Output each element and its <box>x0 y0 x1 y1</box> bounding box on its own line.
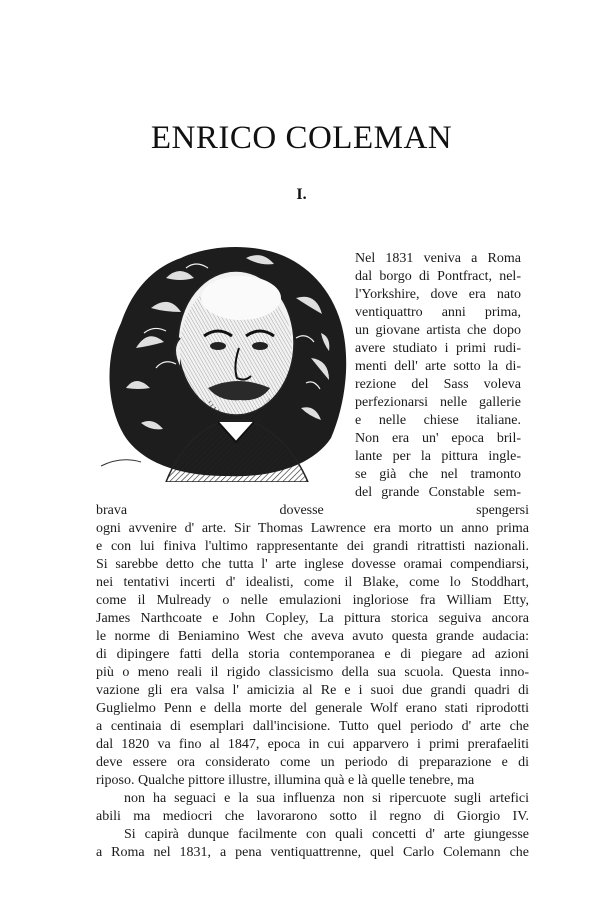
text-line: Si sarebbe detto che tutta l' arte inglese dovesse oramai compendiarsi, <box>96 557 529 572</box>
text-line: avere studiato i primi rudi- <box>355 341 521 356</box>
text-line: un giovane artista che dopo <box>355 323 521 338</box>
section-numeral: I. <box>296 186 307 203</box>
text-line: di dipingere fatti della storia contemporanea e di piegare ad azioni <box>96 647 529 662</box>
text-line: non ha seguaci e la sua influenza non si ripercuote sugli artefici <box>124 791 529 806</box>
text-line: deve essere ora considerato come un periodo di preparazione e di <box>96 755 529 770</box>
text-line: del grande Constable sem- <box>355 485 521 500</box>
portrait-illustration <box>96 238 356 482</box>
text-line: ogni avvenire d' arte. Sir Thomas Lawrence era morto un anno prima <box>96 521 529 536</box>
text-line: dal borgo di Pontfract, nel- <box>355 269 521 284</box>
text-line: Si capirà dunque facilmente con quali concetti d' arte giungesse <box>124 827 529 842</box>
text-line: a Roma nel 1831, a pena ventiquattrenne, quel Carlo Colemann che <box>96 845 529 860</box>
text-line: James Narthcoate e John Copley, La pittura storica seguiva ancora <box>96 611 529 626</box>
text-line: Nel 1831 veniva a Roma <box>355 251 521 266</box>
text-line: ventiquattro anni prima, <box>355 305 521 320</box>
text-line: come il Mulready o nelle emulazioni ingloriose fra William Etty, <box>96 593 529 608</box>
text-line: le norme di Beniamino West che aveva avuto questa grande audacia: <box>96 629 529 644</box>
text-line: e nelle chiese italiane. <box>355 413 521 428</box>
text-line: dal 1820 va fino al 1847, epoca in cui apparvero i primi prerafaeliti <box>96 737 529 752</box>
text-line: se già che nel tramonto <box>355 467 521 482</box>
text-line: brava dovesse spengersi <box>96 503 529 518</box>
text-line: più o meno reali il rigido classicismo della sua scuola. Questa inno- <box>96 665 529 680</box>
text-line: rezione del Sass voleva <box>355 377 521 392</box>
text-line: l'Yorkshire, dove era nato <box>355 287 521 302</box>
text-line: menti dell' arte sotto la di- <box>355 359 521 374</box>
text-line: lante per la pittura ingle- <box>355 449 521 464</box>
text-line: vazione gli era valsa l' amicizia al Re e i suoi due grandi quadri di <box>96 683 529 698</box>
page-title: ENRICO COLEMAN <box>150 120 453 156</box>
text-line: abili ma mediocri che lavorarono sotto il regno di Giorgio IV. <box>96 809 529 824</box>
text-line: Non era un' epoca bril- <box>355 431 521 446</box>
text-line: Guglielmo Penn e della morte del generale Wolf erano stati riprodotti <box>96 701 529 716</box>
text-line: riposo. Qualche pittore illustre, illumina quà e là quelle tenebre, ma <box>96 773 475 788</box>
text-line: a centinaia di esemplari dall'incisione. Tutto quel periodo d' arte che <box>96 719 529 734</box>
text-line: nei tentativi incerti d' idealisti, come il Blake, come lo Stoddhart, <box>96 575 529 590</box>
text-line: e con lui finiva l'ultimo rappresentante dei grandi ritrattisti nazionali. <box>96 539 529 554</box>
text-line: perfezionarsi nelle gallerie <box>355 395 521 410</box>
